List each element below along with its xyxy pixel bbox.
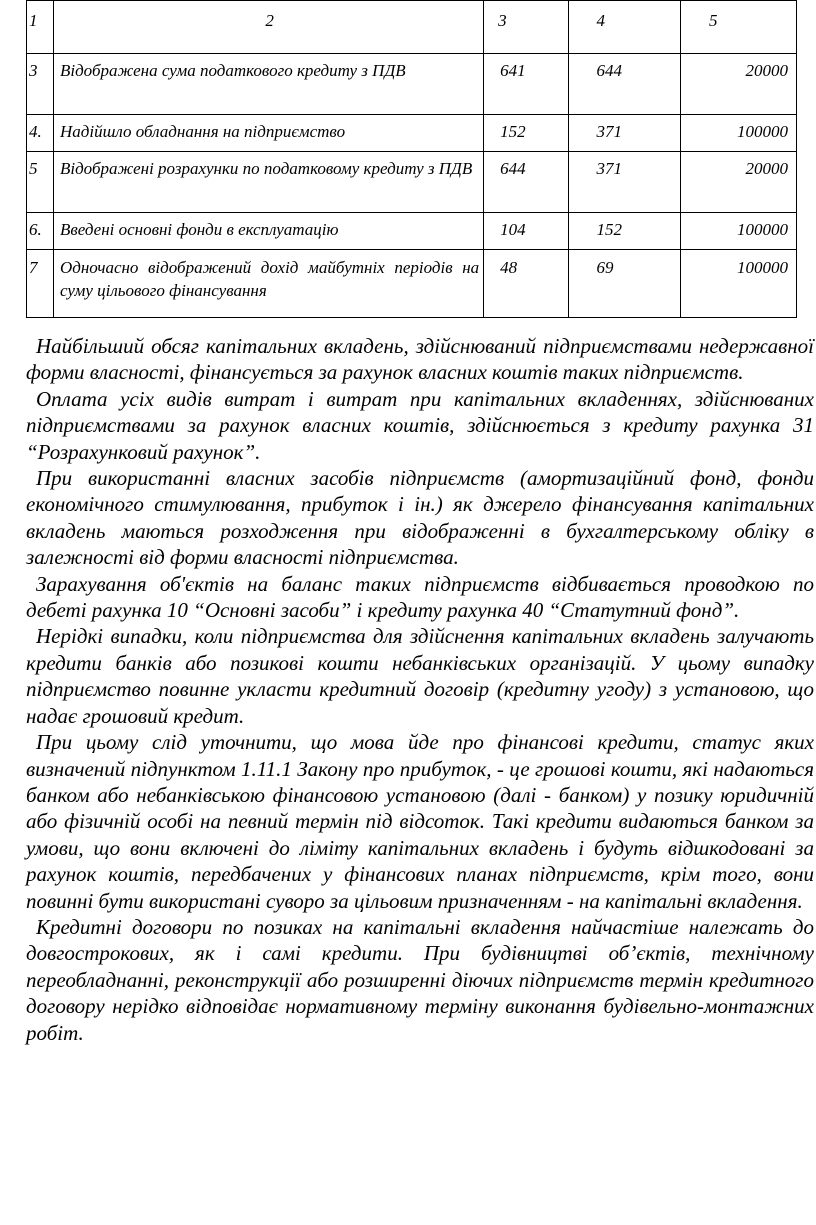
- column-header: 5: [681, 1, 797, 54]
- credit-account: 152: [569, 213, 681, 250]
- paragraph: Оплата усіх видів витрат і витрат при капітальних вкладеннях, здійснюваних підприємствами за рахунок власних коштів, здійснюється з кредиту рахунка 31 “Розрахунковий рахунок”.: [26, 386, 814, 464]
- amount: 100000: [681, 115, 797, 152]
- amount: 20000: [681, 54, 797, 115]
- credit-account: 371: [569, 115, 681, 152]
- amount: 20000: [681, 152, 797, 213]
- paragraph: Найбільший обсяг капітальних вкладень, здійснюваний підприємствами недержавної форми власності, фінансується за рахунок власних коштів таких підприємств.: [26, 334, 814, 385]
- paragraph: Зарахування об'єктів на баланс таких підприємств відбивається проводкою по дебеті рахунка 10 “Основні засоби” і кредиту рахунка 40 “Статутний фонд”.: [26, 571, 814, 623]
- paragraph: Нерідкі випадки, коли підприємства для здійснення капітальних вкладень залучають кредити банків або позикові кошти небанківських організацій. У цьому випадку підприємство повинне укласти кредитний договір (кредитну угоду) з установою, що надає грошовий кредит.: [26, 624, 814, 728]
- paragraph: При використанні власних засобів підприємств (амортизаційний фонд, фонди економічного стимулювання, прибуток і ін.) як джерело фінансування капітальних вкладень маються розходження при відображенні в бухгалтерському обліку в залежності від форми власності підприємства.: [26, 466, 814, 570]
- table-row: [27, 213, 797, 250]
- row-description: Одночасно відображений дохід майбутніх періодів на суму цільового фінансування: [53, 250, 483, 318]
- row-number: 7: [27, 250, 54, 318]
- row-number: 4.: [27, 115, 54, 152]
- row-description: Відображені розрахунки по податковому кредиту з ПДВ: [53, 152, 483, 213]
- credit-account: 371: [569, 152, 681, 213]
- debit-account: 644: [484, 152, 569, 213]
- debit-account: 152: [484, 115, 569, 152]
- row-number: 6.: [27, 213, 54, 250]
- row-description: Надійшло обладнання на підприємство: [53, 115, 483, 152]
- column-header: 1: [27, 1, 54, 54]
- body-text: [26, 333, 814, 1046]
- table-header-row: [27, 1, 797, 54]
- row-description: Відображена сума податкового кредиту з ПДВ: [53, 54, 483, 115]
- paragraph: Кредитні договори по позиках на капітальні вкладення найчастіше належать до довгострокових, як і самі кредити. При будівництві об’єктів, технічному переобладнанні, реконструкції або розширенні діючих підприємств термін кредитного договору нерідко відповідає нормативному терміну виконання будівельно-монтажних робіт.: [26, 914, 814, 1045]
- column-header: 4: [569, 1, 681, 54]
- debit-account: 48: [484, 250, 569, 318]
- column-header: 3: [484, 1, 569, 54]
- table-row: [27, 54, 797, 115]
- column-header: 2: [53, 1, 483, 54]
- table-row: [27, 152, 797, 213]
- accounting-entries-table: [26, 0, 797, 318]
- credit-account: 69: [569, 250, 681, 318]
- table-row: [27, 250, 797, 318]
- row-number: 5: [27, 152, 54, 213]
- row-description: Введені основні фонди в експлуатацію: [53, 213, 483, 250]
- debit-account: 641: [484, 54, 569, 115]
- debit-account: 104: [484, 213, 569, 250]
- row-number: 3: [27, 54, 54, 115]
- table-row: [27, 115, 797, 152]
- credit-account: 644: [569, 54, 681, 115]
- amount: 100000: [681, 250, 797, 318]
- amount: 100000: [681, 213, 797, 250]
- paragraph: При цьому слід уточнити, що мова йде про фінансові кредити, статус яких визначений підпунктом 1.11.1 Закону про прибуток, - це грошові кошти, які надаються банком або небанківською фінансовою установою (далі - банком) у позику юридичній або фізичній особі на певний термін під відсоток. Такі кредити видаються банком за умови, що вони включені до ліміту капітальних вкладень і будуть відшкодовані за рахунок коштів, передбачених у фінансових планах підприємств, крім того, вони повинні бути використані суворо за цільовим призначенням - на капітальні вкладення.: [26, 730, 814, 913]
